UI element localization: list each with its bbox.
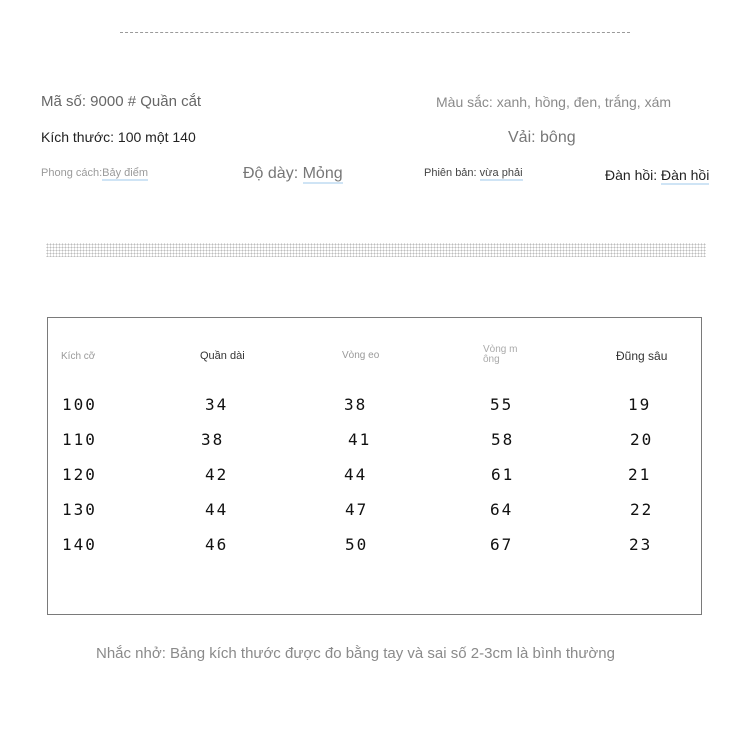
cell-hip: 55 xyxy=(490,395,514,414)
cell-waist: 41 xyxy=(348,430,372,449)
thickness-value: Mỏng xyxy=(302,165,343,182)
cell-rise: 20 xyxy=(630,430,654,449)
measurement-note: Nhắc nhở: Bảng kích thước được đo bằng tay và sai số 2-3cm là bình thường xyxy=(96,645,615,662)
elastic-value: Đàn hồi xyxy=(661,167,710,183)
header-rise: Đũng sâu xyxy=(616,349,668,363)
cell-length: 34 xyxy=(205,395,229,414)
cell-waist: 50 xyxy=(345,535,369,554)
cell-length: 46 xyxy=(205,535,229,554)
product-code: Mã số: 9000 # Quần cắt xyxy=(41,93,202,110)
style-value: Bảy điểm xyxy=(102,167,149,179)
version-field xyxy=(424,167,523,179)
header-waist: Vòng eo xyxy=(342,350,380,361)
header-size: Kích cỡ xyxy=(61,351,96,362)
product-size-range: Kích thước: 100 một 140 xyxy=(41,129,196,145)
top-dashed-divider xyxy=(120,32,630,33)
cell-rise: 23 xyxy=(629,535,653,554)
cell-length: 42 xyxy=(205,465,229,484)
cell-rise: 21 xyxy=(628,465,652,484)
thickness-field xyxy=(243,165,343,183)
cell-hip: 61 xyxy=(491,465,515,484)
cell-length: 44 xyxy=(205,500,229,519)
cell-length: 38 xyxy=(201,430,225,449)
cell-size: 140 xyxy=(62,535,97,554)
product-fabric: Vải: bông xyxy=(508,129,576,146)
cell-size: 120 xyxy=(62,465,97,484)
version-label: Phiên bản: xyxy=(424,167,477,179)
cell-rise: 22 xyxy=(630,500,654,519)
cell-hip: 67 xyxy=(490,535,514,554)
product-colors: Màu sắc: xanh, hồng, đen, trắng, xám xyxy=(436,94,672,110)
thickness-label: Độ dày: xyxy=(243,165,299,182)
cell-size: 130 xyxy=(62,500,97,519)
cell-size: 110 xyxy=(62,430,97,449)
cell-rise: 19 xyxy=(628,395,652,414)
cell-waist: 47 xyxy=(345,500,369,519)
cell-hip: 64 xyxy=(490,500,514,519)
cell-hip: 58 xyxy=(491,430,515,449)
elastic-label: Đàn hồi: xyxy=(605,167,658,183)
cell-waist: 44 xyxy=(344,465,368,484)
cell-waist: 38 xyxy=(344,395,368,414)
size-table xyxy=(47,317,702,615)
dotted-band-divider xyxy=(46,243,706,257)
version-value: vừa phải xyxy=(479,167,523,179)
cell-size: 100 xyxy=(62,395,97,414)
header-length: Quần dài xyxy=(200,350,245,362)
header-hip: Vòng m ông xyxy=(483,344,518,365)
elastic-field xyxy=(605,167,709,183)
style-label: Phong cách: xyxy=(41,167,103,179)
style-field xyxy=(41,167,148,179)
